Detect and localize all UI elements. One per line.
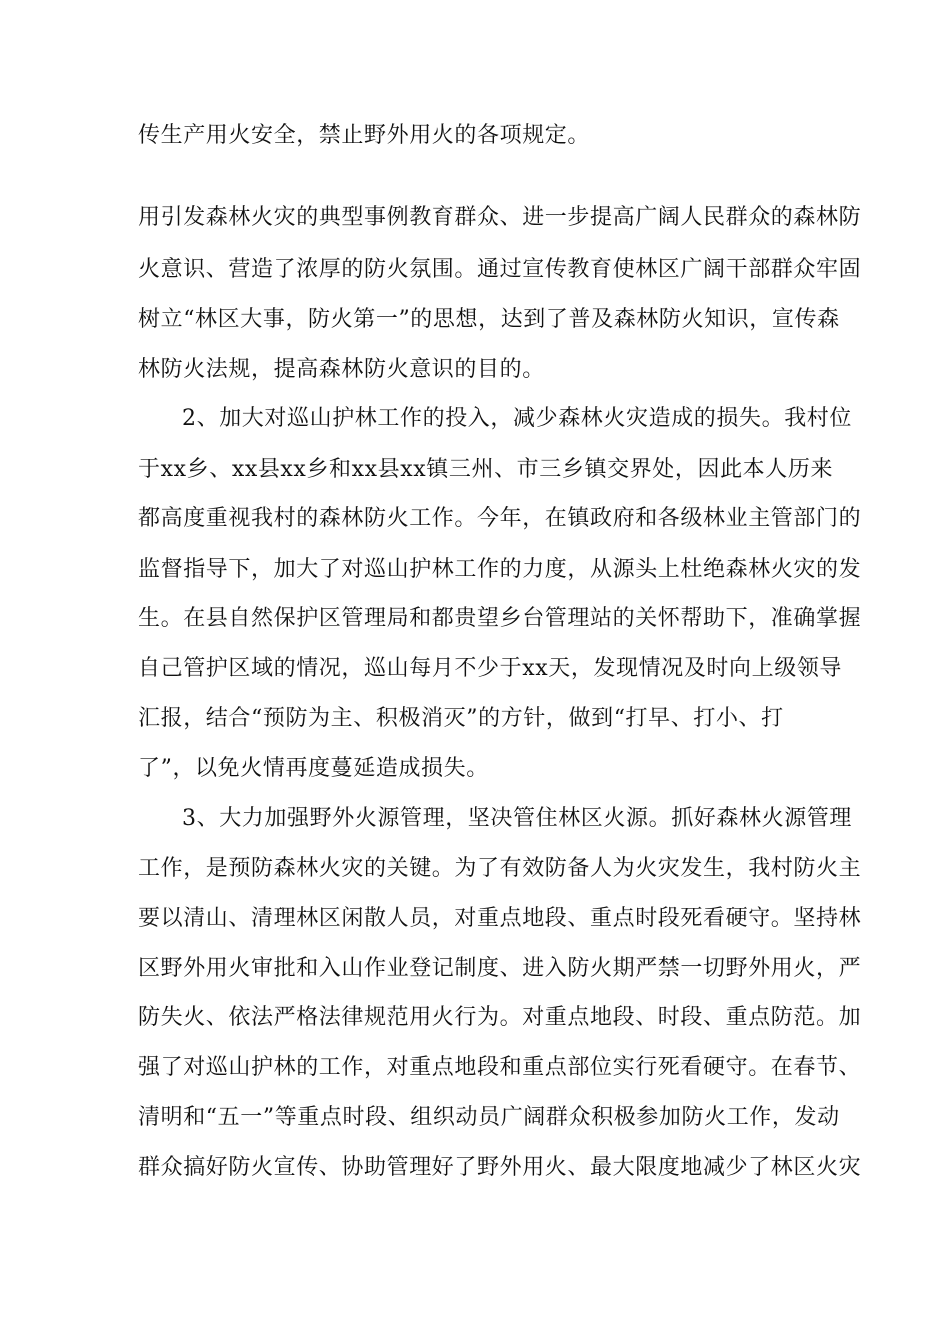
paragraph-line: 于xx乡、xx县xx乡和xx县xx镇三州、市三乡镇交界处，因此本人历来 bbox=[138, 457, 834, 482]
paragraph-line: 清明和“五一”等重点时段、组织动员广阔群众积极参加防火工作，发动 bbox=[138, 1105, 840, 1130]
paragraph-line: 强了对巡山护林的工作，对重点地段和重点部位实行死看硬守。在春节、 bbox=[138, 1055, 862, 1080]
paragraph-line: 区野外用火审批和入山作业登记制度、进入防火期严禁一切野外用火，严 bbox=[138, 956, 862, 981]
paragraph-line: 要以清山、清理林区闲散人员，对重点地段、重点时段死看硬守。坚持林 bbox=[138, 906, 862, 931]
paragraph-line: 群众搞好防火宣传、协助管理好了野外用火、最大限度地减少了林区火灾 bbox=[138, 1155, 862, 1180]
paragraph-line: 了”，以免火情再度蔓延造成损失。 bbox=[138, 756, 489, 781]
paragraph-line: 生。在县自然保护区管理局和都贵望乡台管理站的关怀帮助下，准确掌握 bbox=[138, 606, 862, 631]
paragraph-line: 自己管护区域的情况，巡山每月不少于xx天，发现情况及时向上级领导 bbox=[138, 656, 843, 681]
paragraph-line: 汇报，结合“预防为主、积极消灭”的方针，做到“打早、打小、打 bbox=[138, 706, 784, 731]
paragraph-line: 火意识、营造了浓厚的防火氛围。通过宣传教育使林区广阔干部群众牢固 bbox=[138, 257, 862, 282]
paragraph-line: 2、加大对巡山护林工作的投入，减少森林火灾造成的损失。我村位 bbox=[182, 406, 852, 431]
paragraph-line: 监督指导下，加大了对巡山护林工作的力度，从源头上杜绝森林火灾的发 bbox=[138, 557, 862, 582]
paragraph-line: 3、大力加强野外火源管理，坚决管住林区火源。抓好森林火源管理 bbox=[182, 806, 852, 831]
paragraph-line: 用引发森林火灾的典型事例教育群众、进一步提高广阔人民群众的森林防 bbox=[138, 205, 862, 230]
paragraph-line: 工作，是预防森林火灾的关键。为了有效防备人为火灾发生，我村防火主 bbox=[138, 856, 862, 881]
paragraph-line: 防失火、依法严格法律规范用火行为。对重点地段、时段、重点防范。加 bbox=[138, 1005, 862, 1030]
paragraph-line: 传生产用火安全，禁止野外用火的各项规定。 bbox=[138, 123, 591, 148]
paragraph-line: 林防火法规，提高森林防火意识的目的。 bbox=[138, 357, 545, 382]
paragraph-line: 都高度重视我村的森林防火工作。今年，在镇政府和各级林业主管部门的 bbox=[138, 506, 862, 531]
paragraph-line: 树立“林区大事，防火第一”的思想，达到了普及森林防火知识，宣传森 bbox=[138, 307, 840, 332]
